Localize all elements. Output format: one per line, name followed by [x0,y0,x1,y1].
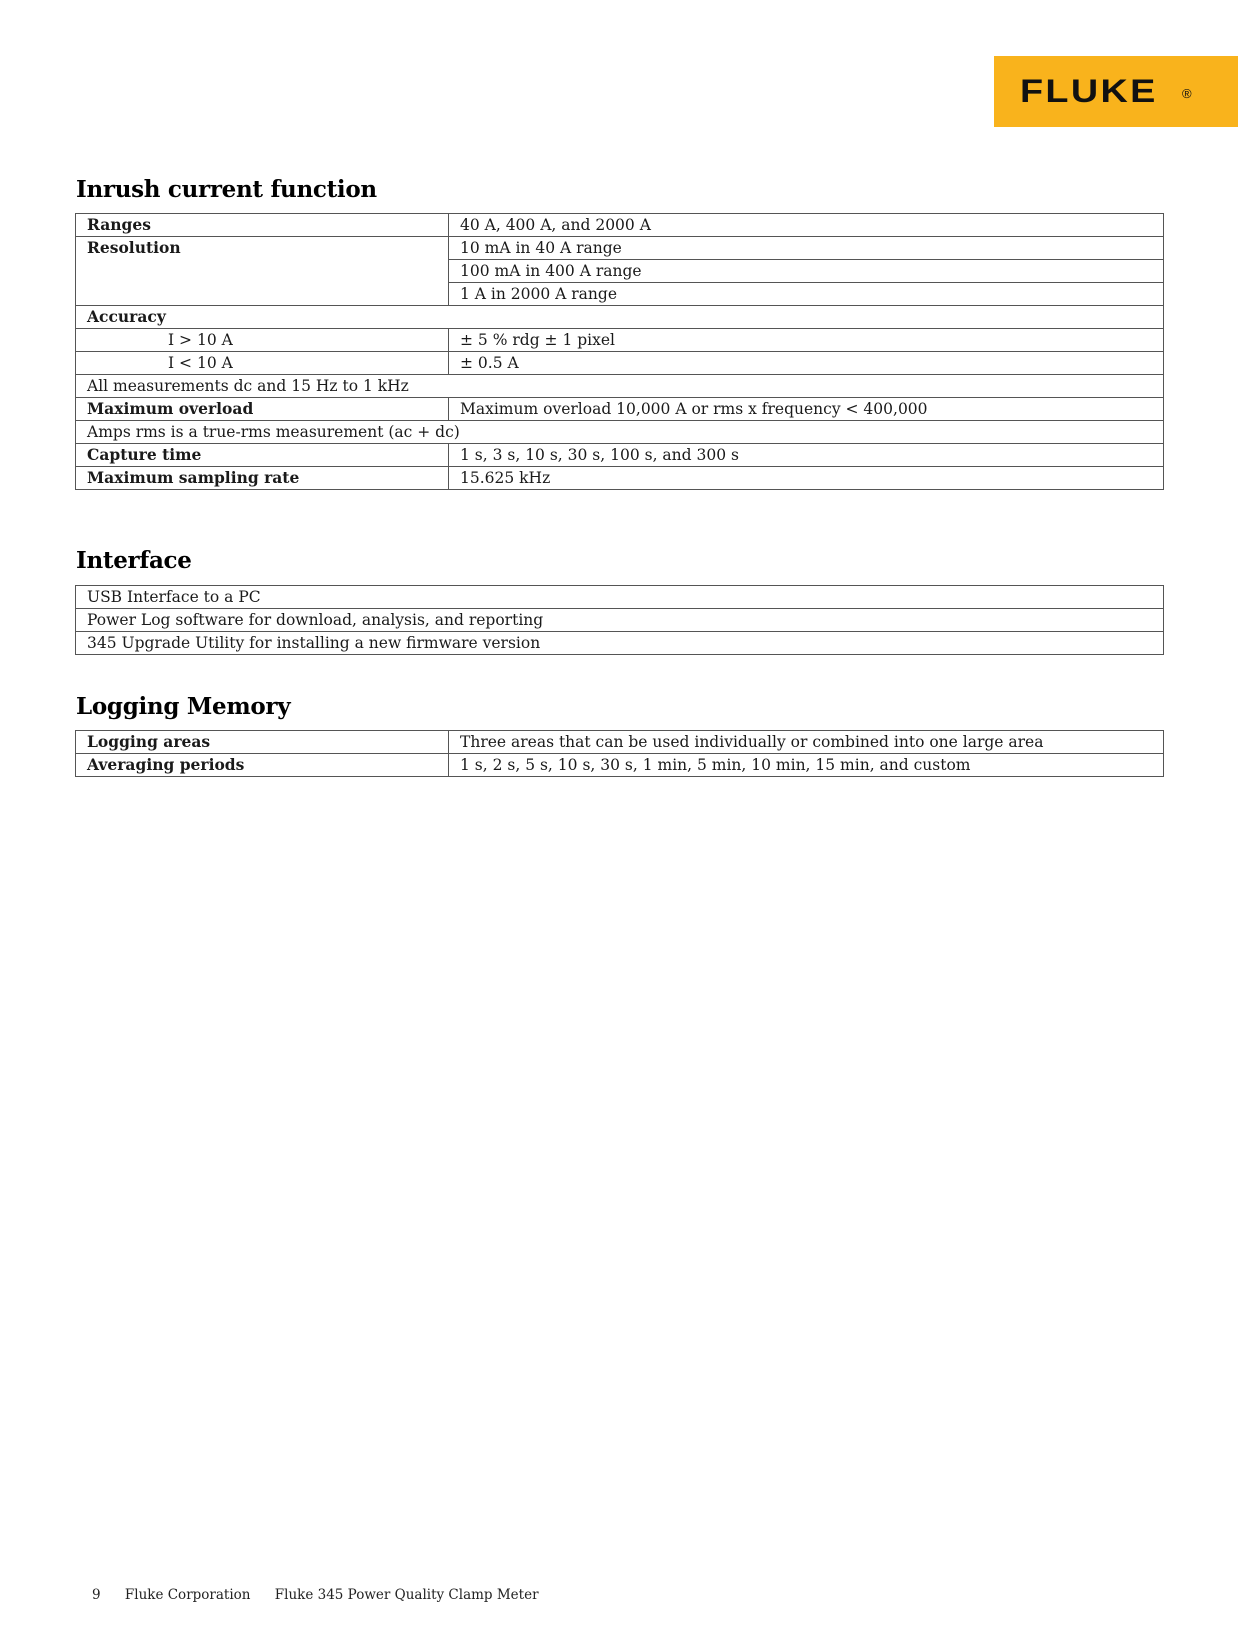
row-label: Averaging periods [76,754,449,777]
row-value: ± 0.5 A [449,352,1164,375]
interface-table [75,585,1164,655]
section-title-inrush: Inrush current function [76,176,377,203]
fluke-logo [994,56,1238,127]
table-row [76,352,1164,375]
table-row [76,398,1164,421]
table-row [76,306,1164,329]
table-row [76,375,1164,398]
row-label: Maximum overload [76,398,449,421]
table-row [76,467,1164,490]
row-value: 1 A in 2000 A range [449,283,1164,306]
table-row [76,731,1164,754]
row-value: 40 A, 400 A, and 2000 A [449,214,1164,237]
logging-table [75,730,1164,777]
footer-company: Fluke Corporation [124,1587,251,1603]
registered-mark: ® [1182,86,1192,101]
table-row [76,609,1164,632]
row-label: Accuracy [76,306,1164,329]
row-value: 100 mA in 400 A range [449,260,1164,283]
section-title-interface: Interface [76,547,192,574]
row-label: Capture time [76,444,449,467]
row-value: ± 5 % rdg ± 1 pixel [449,329,1164,352]
row-value: 1 s, 3 s, 10 s, 30 s, 100 s, and 300 s [449,444,1164,467]
table-row [76,214,1164,237]
footer-product: Fluke 345 Power Quality Clamp Meter [274,1587,539,1603]
row-label: Logging areas [76,731,449,754]
table-row [76,632,1164,655]
table-row [76,329,1164,352]
table-row [76,586,1164,609]
page-footer [92,1587,559,1603]
row-value: 345 Upgrade Utility for installing a new firmware version [76,632,1164,655]
table-row [76,754,1164,777]
accuracy-condition: I > 10 A [76,329,449,352]
table-row [76,237,1164,260]
accuracy-condition: I < 10 A [76,352,449,375]
row-value: 15.625 kHz [449,467,1164,490]
row-value: USB Interface to a PC [76,586,1164,609]
section-title-logging: Logging Memory [76,693,291,720]
row-value: 10 mA in 40 A range [449,237,1164,260]
table-note: All measurements dc and 15 Hz to 1 kHz [76,375,1164,398]
row-label: Ranges [76,214,449,237]
inrush-table [75,213,1164,490]
row-value: Three areas that can be used individually or combined into one large area [449,731,1164,754]
table-row [76,444,1164,467]
logo-text: FLUKE [1020,73,1158,109]
row-label: Resolution [76,237,449,306]
page-number: 9 [92,1587,101,1603]
row-value: Maximum overload 10,000 A or rms x frequency < 400,000 [449,398,1164,421]
row-value: Power Log software for download, analysis, and reporting [76,609,1164,632]
table-row [76,421,1164,444]
row-value: 1 s, 2 s, 5 s, 10 s, 30 s, 1 min, 5 min, 10 min, 15 min, and custom [449,754,1164,777]
table-note: Amps rms is a true-rms measurement (ac + dc) [76,421,1164,444]
row-label: Maximum sampling rate [76,467,449,490]
